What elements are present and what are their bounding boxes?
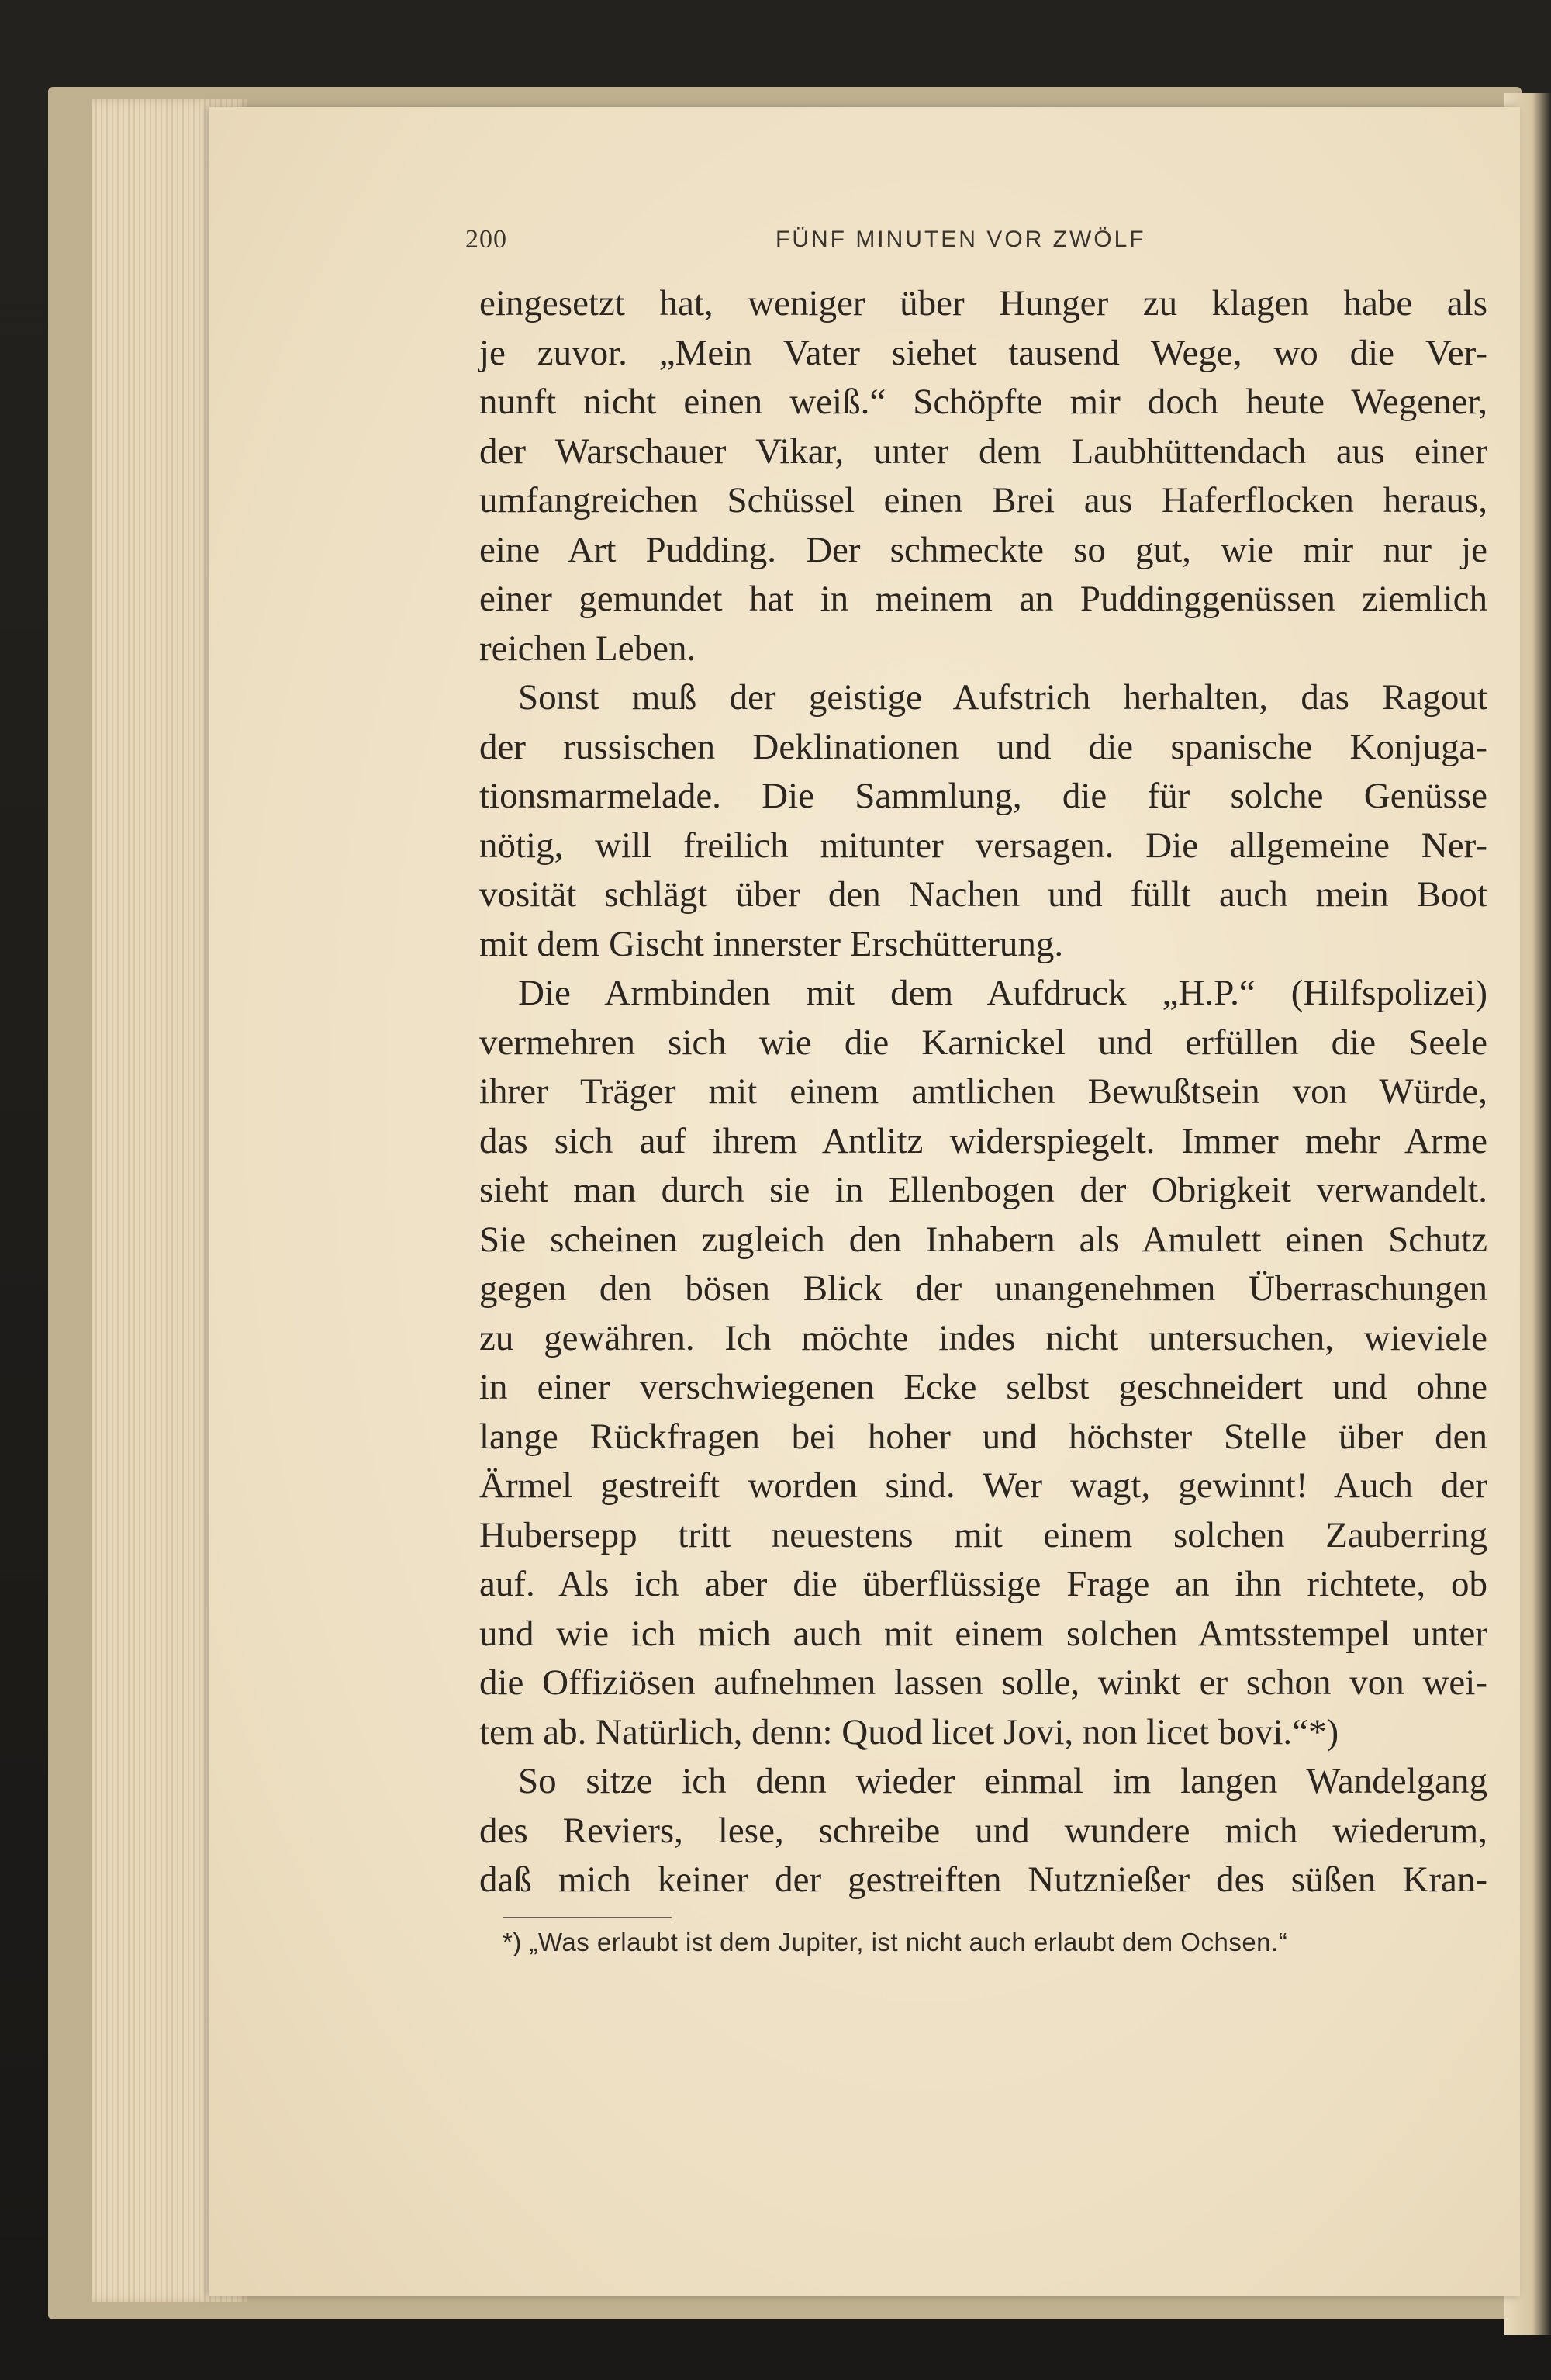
text-line: sieht man durch sie in Ellenbogen der Obrigkeit verwandelt.: [479, 1170, 1487, 1210]
text-line: vermehren sich wie die Karnickel und erfüllen die Seele: [479, 1022, 1487, 1063]
text-line: tionsmarmelade. Die Sammlung, die für solche Genüsse: [479, 776, 1487, 816]
text-line: eingesetzt hat, weniger über Hunger zu klagen habe als: [479, 283, 1487, 323]
text-line: Hubersepp tritt neuestens mit einem solchen Zauberring: [479, 1514, 1487, 1555]
running-head: FÜNF MINUTEN VOR ZWÖLF: [776, 227, 1146, 252]
text-line: lange Rückfragen bei hoher und höchster Stelle über den: [479, 1416, 1487, 1457]
text-line: das sich auf ihrem Antlitz widerspiegelt. Immer mehr Arme: [479, 1120, 1487, 1161]
text-line: So sitze ich denn wieder einmal im langen Wandelgang: [518, 1761, 1487, 1801]
text-line: reichen Leben.: [479, 628, 696, 669]
text-line: Ärmel gestreift worden sind. Wer wagt, gewinnt! Auch der: [479, 1465, 1487, 1506]
text-line: einer gemundet hat in meinem an Puddinggenüssen ziemlich: [479, 579, 1487, 619]
text-line: ihrer Träger mit einem amtlichen Bewußtsein von Würde,: [479, 1071, 1487, 1112]
page-number: 200: [465, 225, 507, 254]
text-line: Sie scheinen zugleich den Inhabern als Amulett einen Schutz: [479, 1219, 1487, 1260]
page-header: [465, 225, 1241, 264]
text-line: daß mich keiner der gestreiften Nutznießer des süßen Kran-: [479, 1859, 1487, 1900]
text-line: tem ab. Natürlich, denn: Quod licet Jovi, non licet bovi.“*): [479, 1711, 1339, 1752]
body-text: [479, 279, 1487, 1905]
footnote: *) „Was erlaubt ist dem Jupiter, ist nicht auch erlaubt dem Ochsen.“: [503, 1928, 1288, 1956]
text-line: und wie ich mich auch mit einem solchen Amtsstempel unter: [479, 1613, 1487, 1654]
text-line: der russischen Deklinationen und die spanische Konjuga-: [479, 726, 1487, 767]
text-line: zu gewähren. Ich möchte indes nicht untersuchen, wieviele: [479, 1317, 1487, 1358]
text-line: der Warschauer Vikar, unter dem Laubhüttendach aus einer: [479, 431, 1487, 472]
text-line: mit dem Gischt innerster Erschütterung.: [479, 923, 1064, 964]
text-line: Die Armbinden mit dem Aufdruck „H.P.“ (Hilfspolizei): [518, 973, 1487, 1013]
text-line: vosität schlägt über den Nachen und füllt auch mein Boot: [479, 874, 1487, 915]
text-line: die Offiziösen aufnehmen lassen solle, winkt er schon von wei-: [479, 1662, 1487, 1703]
text-line: nötig, will freilich mitunter versagen. Die allgemeine Ner-: [479, 825, 1487, 866]
text-line: gegen den bösen Blick der unangenehmen Überraschungen: [479, 1268, 1487, 1309]
text-line: Sonst muß der geistige Aufstrich herhalten, das Ragout: [518, 677, 1487, 718]
text-line: nunft nicht einen weiß.“ Schöpfte mir doch heute Wegener,: [479, 382, 1487, 422]
text-line: eine Art Pudding. Der schmeckte so gut, wie mir nur je: [479, 529, 1487, 570]
text-line: je zuvor. „Mein Vater siehet tausend Wege, wo die Ver-: [479, 332, 1487, 373]
footnote-rule: [503, 1917, 672, 1918]
text-line: auf. Als ich aber die überflüssige Frage an ihn richtete, ob: [479, 1564, 1487, 1604]
text-line: umfangreichen Schüssel einen Brei aus Haferflocken heraus,: [479, 480, 1487, 521]
text-line: des Reviers, lese, schreibe und wundere mich wiederum,: [479, 1810, 1487, 1851]
text-line: in einer verschwiegenen Ecke selbst geschneidert und ohne: [479, 1367, 1487, 1407]
